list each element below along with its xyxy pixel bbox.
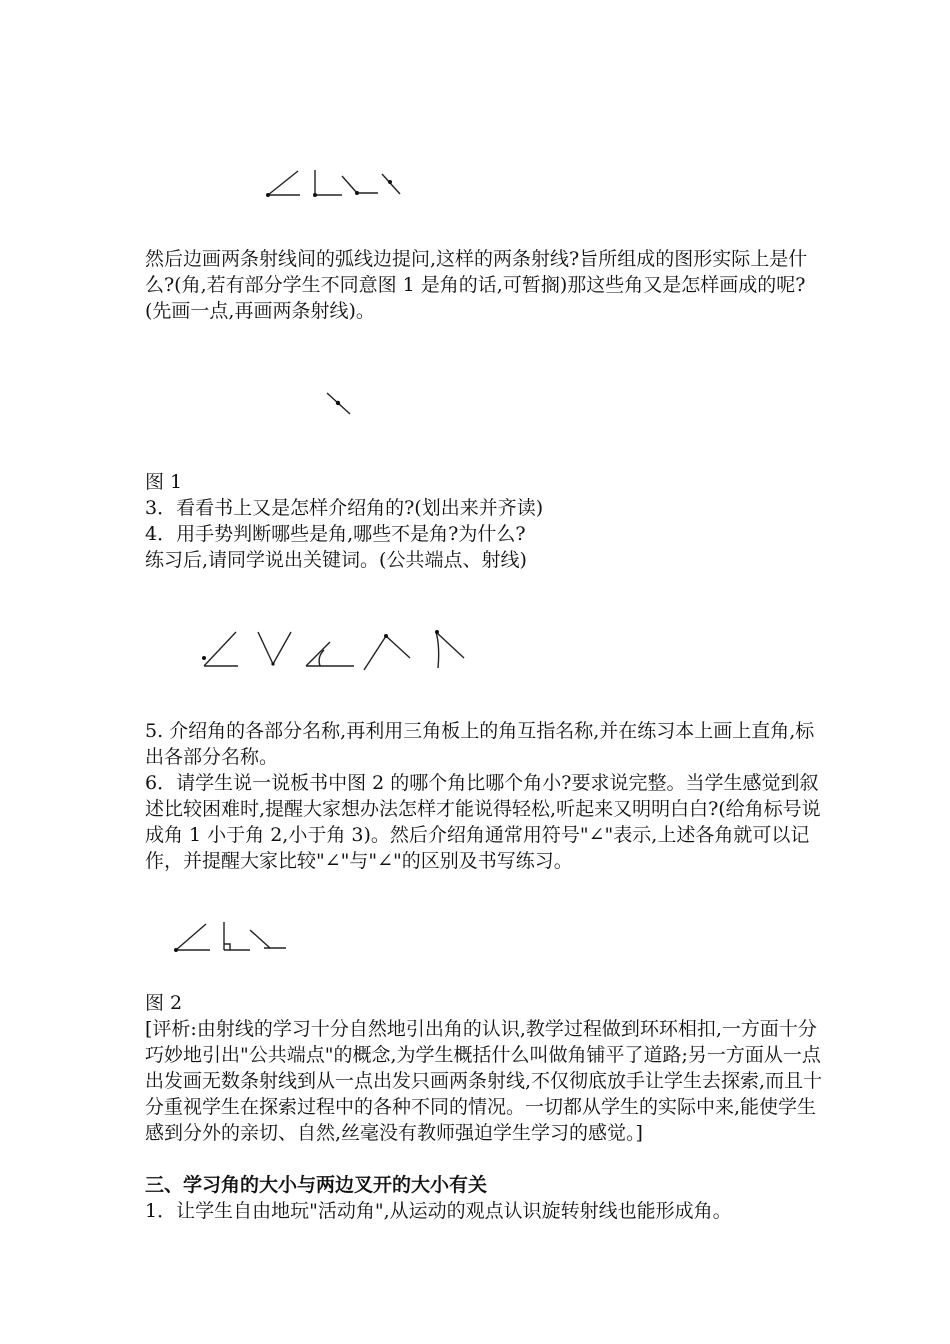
figure-1-ray — [322, 390, 357, 420]
figure-1-caption: 图 1 — [145, 471, 183, 493]
item-5: 5. 介绍角的各部分名称,再利用三角板上的角互指名称,并在练习本上画上直角,标出各部分名称。 — [145, 720, 815, 768]
section-3-heading: 三、学习角的大小与两边叉开的大小有关 — [145, 1174, 488, 1196]
figure-2-caption: 图 2 — [145, 992, 183, 1014]
item-3-1: 1．让学生自由地玩"活动角",从运动的观点认识旋转射线也能形成角。 — [145, 1200, 732, 1222]
figure-2-three-angles — [168, 918, 293, 956]
commentary: [评析:由射线的学习十分自然地引出角的认识,教学过程做到环环相扣,一方面十分巧妙地引出"公共端点"的概念,为学生概括什么叫做角铺平了道路;另一方面从一点出发画无数条射线到从一点出发只画两条射线,不仅彻底放手让学生去探索,而且十分重视学生在探索过程中的各种不同的情况。一切都从学生的实际中来,能使学生感到分外的亲切、自然,丝毫没有教师强迫学生学习的感觉。] — [145, 1018, 823, 1144]
angle-sketches-top-figure — [262, 168, 407, 203]
item-4: 4．用手势判断哪些是角,哪些不是角?为什么? — [145, 523, 526, 545]
angle-gesture-figure — [196, 626, 476, 674]
item-3: 3．看看书上又是怎样介绍角的?(划出来并齐读) — [145, 497, 544, 519]
paragraph-rays-question: 然后边画两条射线间的弧线边提问,这样的两条射线?旨所组成的图形实际上是什么?(角,若有部分学生不同意图 1 是角的话,可暂搁)那这些角又是怎样画成的呢?(先画一点,再画两条射线)。 — [145, 248, 808, 322]
practice-keywords: 练习后,请同学说出关键词。(公共端点、射线) — [145, 549, 527, 571]
item-6: 6．请学生说一说板书中图 2 的哪个角比哪个角小?要求说完整。当学生感觉到叙述比较困难时,提醒大家想办法怎样才能说得轻松,听起来又明明白白?(给角标号说成角 1 小于角 2,小于角 3)。然后介绍角通常用符号"∠"表示,上述各角就可以记作，并提醒大家比较"∠"与"∠"的区别及书写练习。 — [145, 772, 821, 872]
